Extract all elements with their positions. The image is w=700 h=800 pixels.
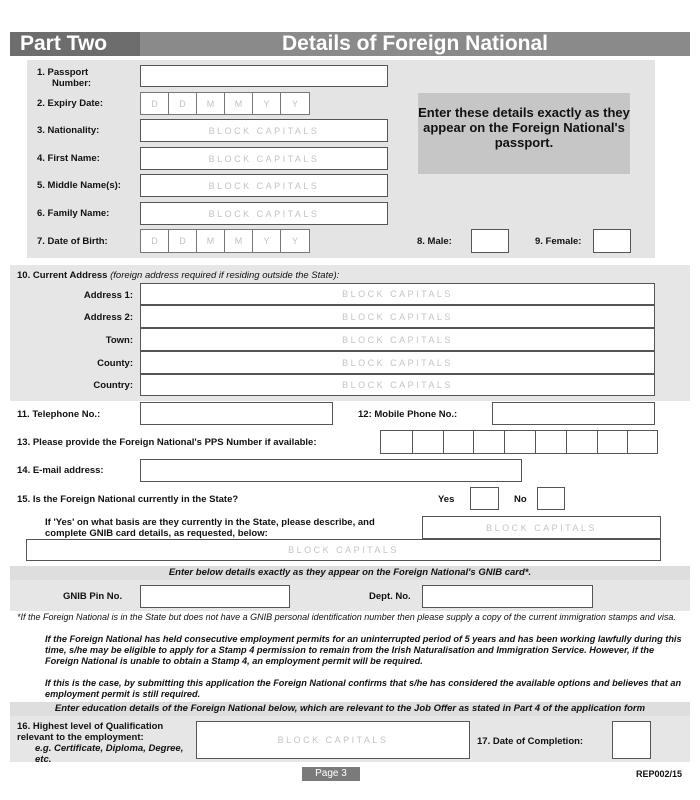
basis-detail-input[interactable]: BLOCK CAPITALS — [26, 539, 661, 561]
nationality-label: 3. Nationality: — [37, 125, 100, 136]
date-cell[interactable]: M — [196, 229, 225, 253]
town-label: Town: — [105, 335, 133, 346]
in-state-question: 15. Is the Foreign National currently in the State? — [17, 494, 239, 505]
passport-number-input[interactable] — [140, 65, 388, 87]
no-label: No — [514, 494, 527, 505]
county-input[interactable]: BLOCK CAPITALS — [140, 351, 655, 374]
date-cell[interactable]: D — [140, 229, 169, 253]
date-cell[interactable]: M — [196, 92, 225, 115]
no-checkbox[interactable] — [537, 487, 565, 510]
basis-instruction: If 'Yes' on what basis are they currently in the State, please describe, and complete GNIB card details, as requested, below: — [45, 517, 375, 539]
stamp4-paragraph-1: If the Foreign National has held consecutive employment permits for an uninterrupted period of 5 years and has been working lawfully during this time, s/he may be eligible to apply for a Stamp 4 permission to remain from the Irish Naturalisation and Immigration Service. However, if the Foreign National is unable to obtain a Stamp 4, an employment permit will be required. — [45, 634, 682, 666]
county-label: County: — [97, 358, 133, 369]
pps-cell[interactable] — [535, 430, 567, 454]
pps-cell[interactable] — [504, 430, 536, 454]
qualification-label: 16. Highest level of Qualification relevant to the employment: e.g. Certificate, Diploma, Degree, etc. — [17, 721, 184, 765]
pps-cell[interactable] — [443, 430, 474, 454]
pps-cell[interactable] — [627, 430, 658, 454]
basis-input[interactable]: BLOCK CAPITALS — [422, 516, 661, 539]
pps-cell[interactable] — [380, 430, 413, 454]
date-cell[interactable]: Y — [252, 229, 281, 253]
address-1-label: Address 1: — [83, 290, 133, 301]
date-cell[interactable]: M — [224, 92, 253, 115]
pps-label: 13. Please provide the Foreign National's PPS Number if available: — [17, 437, 317, 448]
email-label: 14. E-mail address: — [17, 465, 104, 476]
mobile-label: 12: Mobile Phone No.: — [358, 409, 458, 420]
family-name-label: 6. Family Name: — [37, 208, 110, 219]
date-cell[interactable]: D — [168, 92, 197, 115]
section-title: Details of Foreign National — [140, 32, 690, 56]
middle-name-label: 5. Middle Name(s): — [37, 180, 121, 191]
pps-cell[interactable] — [473, 430, 505, 454]
dept-no-label: Dept. No. — [369, 591, 411, 602]
passport-instruction-note: Enter these details exactly as they appear on the Foreign National's passport. — [418, 93, 630, 174]
dept-no-input[interactable] — [422, 585, 593, 608]
pps-cell[interactable] — [412, 430, 444, 454]
gnib-pin-label: GNIB Pin No. — [63, 591, 123, 602]
first-name-input[interactable]: BLOCK CAPITALS — [140, 147, 388, 170]
date-cell[interactable]: Y — [280, 229, 310, 253]
date-cell[interactable]: M — [224, 229, 253, 253]
town-input[interactable]: BLOCK CAPITALS — [140, 328, 655, 351]
yes-checkbox[interactable] — [470, 487, 499, 510]
expiry-label: 2. Expiry Date: — [37, 98, 103, 109]
completion-label: 17. Date of Completion: — [477, 736, 584, 747]
pps-cell[interactable] — [566, 430, 598, 454]
telephone-label: 11. Telephone No.: — [17, 409, 101, 420]
country-input[interactable]: BLOCK CAPITALS — [140, 374, 655, 396]
form-reference: REP002/15 — [636, 769, 683, 779]
gnib-footnote: *If the Foreign National is in the State but does not have a GNIB personal identification number then please supply a copy of the current immigration stamps and visa. — [17, 612, 676, 622]
male-checkbox[interactable] — [471, 229, 509, 253]
completion-input[interactable] — [612, 721, 651, 759]
first-name-label: 4. First Name: — [37, 153, 100, 164]
date-cell[interactable]: Y — [252, 92, 281, 115]
female-label: 9. Female: — [535, 236, 582, 247]
mobile-input[interactable] — [492, 402, 655, 425]
date-cell[interactable]: Y — [280, 92, 310, 115]
date-cell[interactable]: D — [140, 92, 169, 115]
education-banner: Enter education details of the Foreign National below, which are relevant to the Job Offer as stated in Part 4 of the application form — [10, 702, 690, 716]
qualification-input[interactable]: BLOCK CAPITALS — [196, 721, 470, 759]
telephone-input[interactable] — [140, 402, 333, 425]
address-2-label: Address 2: — [83, 312, 133, 323]
address-heading: 10. Current Address (foreign address required if residing outside the State): — [17, 270, 340, 281]
gnib-pin-input[interactable] — [140, 585, 290, 608]
address-1-input[interactable]: BLOCK CAPITALS — [140, 283, 655, 305]
yes-label: Yes — [438, 494, 455, 505]
page-number: Page 3 — [302, 767, 360, 781]
nationality-input[interactable]: BLOCK CAPITALS — [140, 119, 388, 142]
gnib-banner: Enter below details exactly as they appear on the Foreign National's GNIB card*. — [10, 566, 690, 580]
family-name-input[interactable]: BLOCK CAPITALS — [140, 202, 388, 225]
passport-label: 1. Passport Number: — [37, 67, 92, 89]
address-2-input[interactable]: BLOCK CAPITALS — [140, 305, 655, 328]
pps-cell[interactable] — [597, 430, 628, 454]
female-checkbox[interactable] — [593, 229, 631, 253]
middle-name-input[interactable]: BLOCK CAPITALS — [140, 174, 388, 197]
dob-label: 7. Date of Birth: — [37, 236, 108, 247]
stamp4-paragraph-2: If this is the case, by submitting this application the Foreign National confirms that s/he has considered the available options and believes that an employment permit is still required. — [45, 678, 682, 699]
part-label: Part Two — [10, 32, 140, 56]
email-input[interactable] — [140, 459, 522, 482]
date-cell[interactable]: D — [168, 229, 197, 253]
male-label: 8. Male: — [417, 236, 452, 247]
country-label: Country: — [93, 380, 133, 391]
